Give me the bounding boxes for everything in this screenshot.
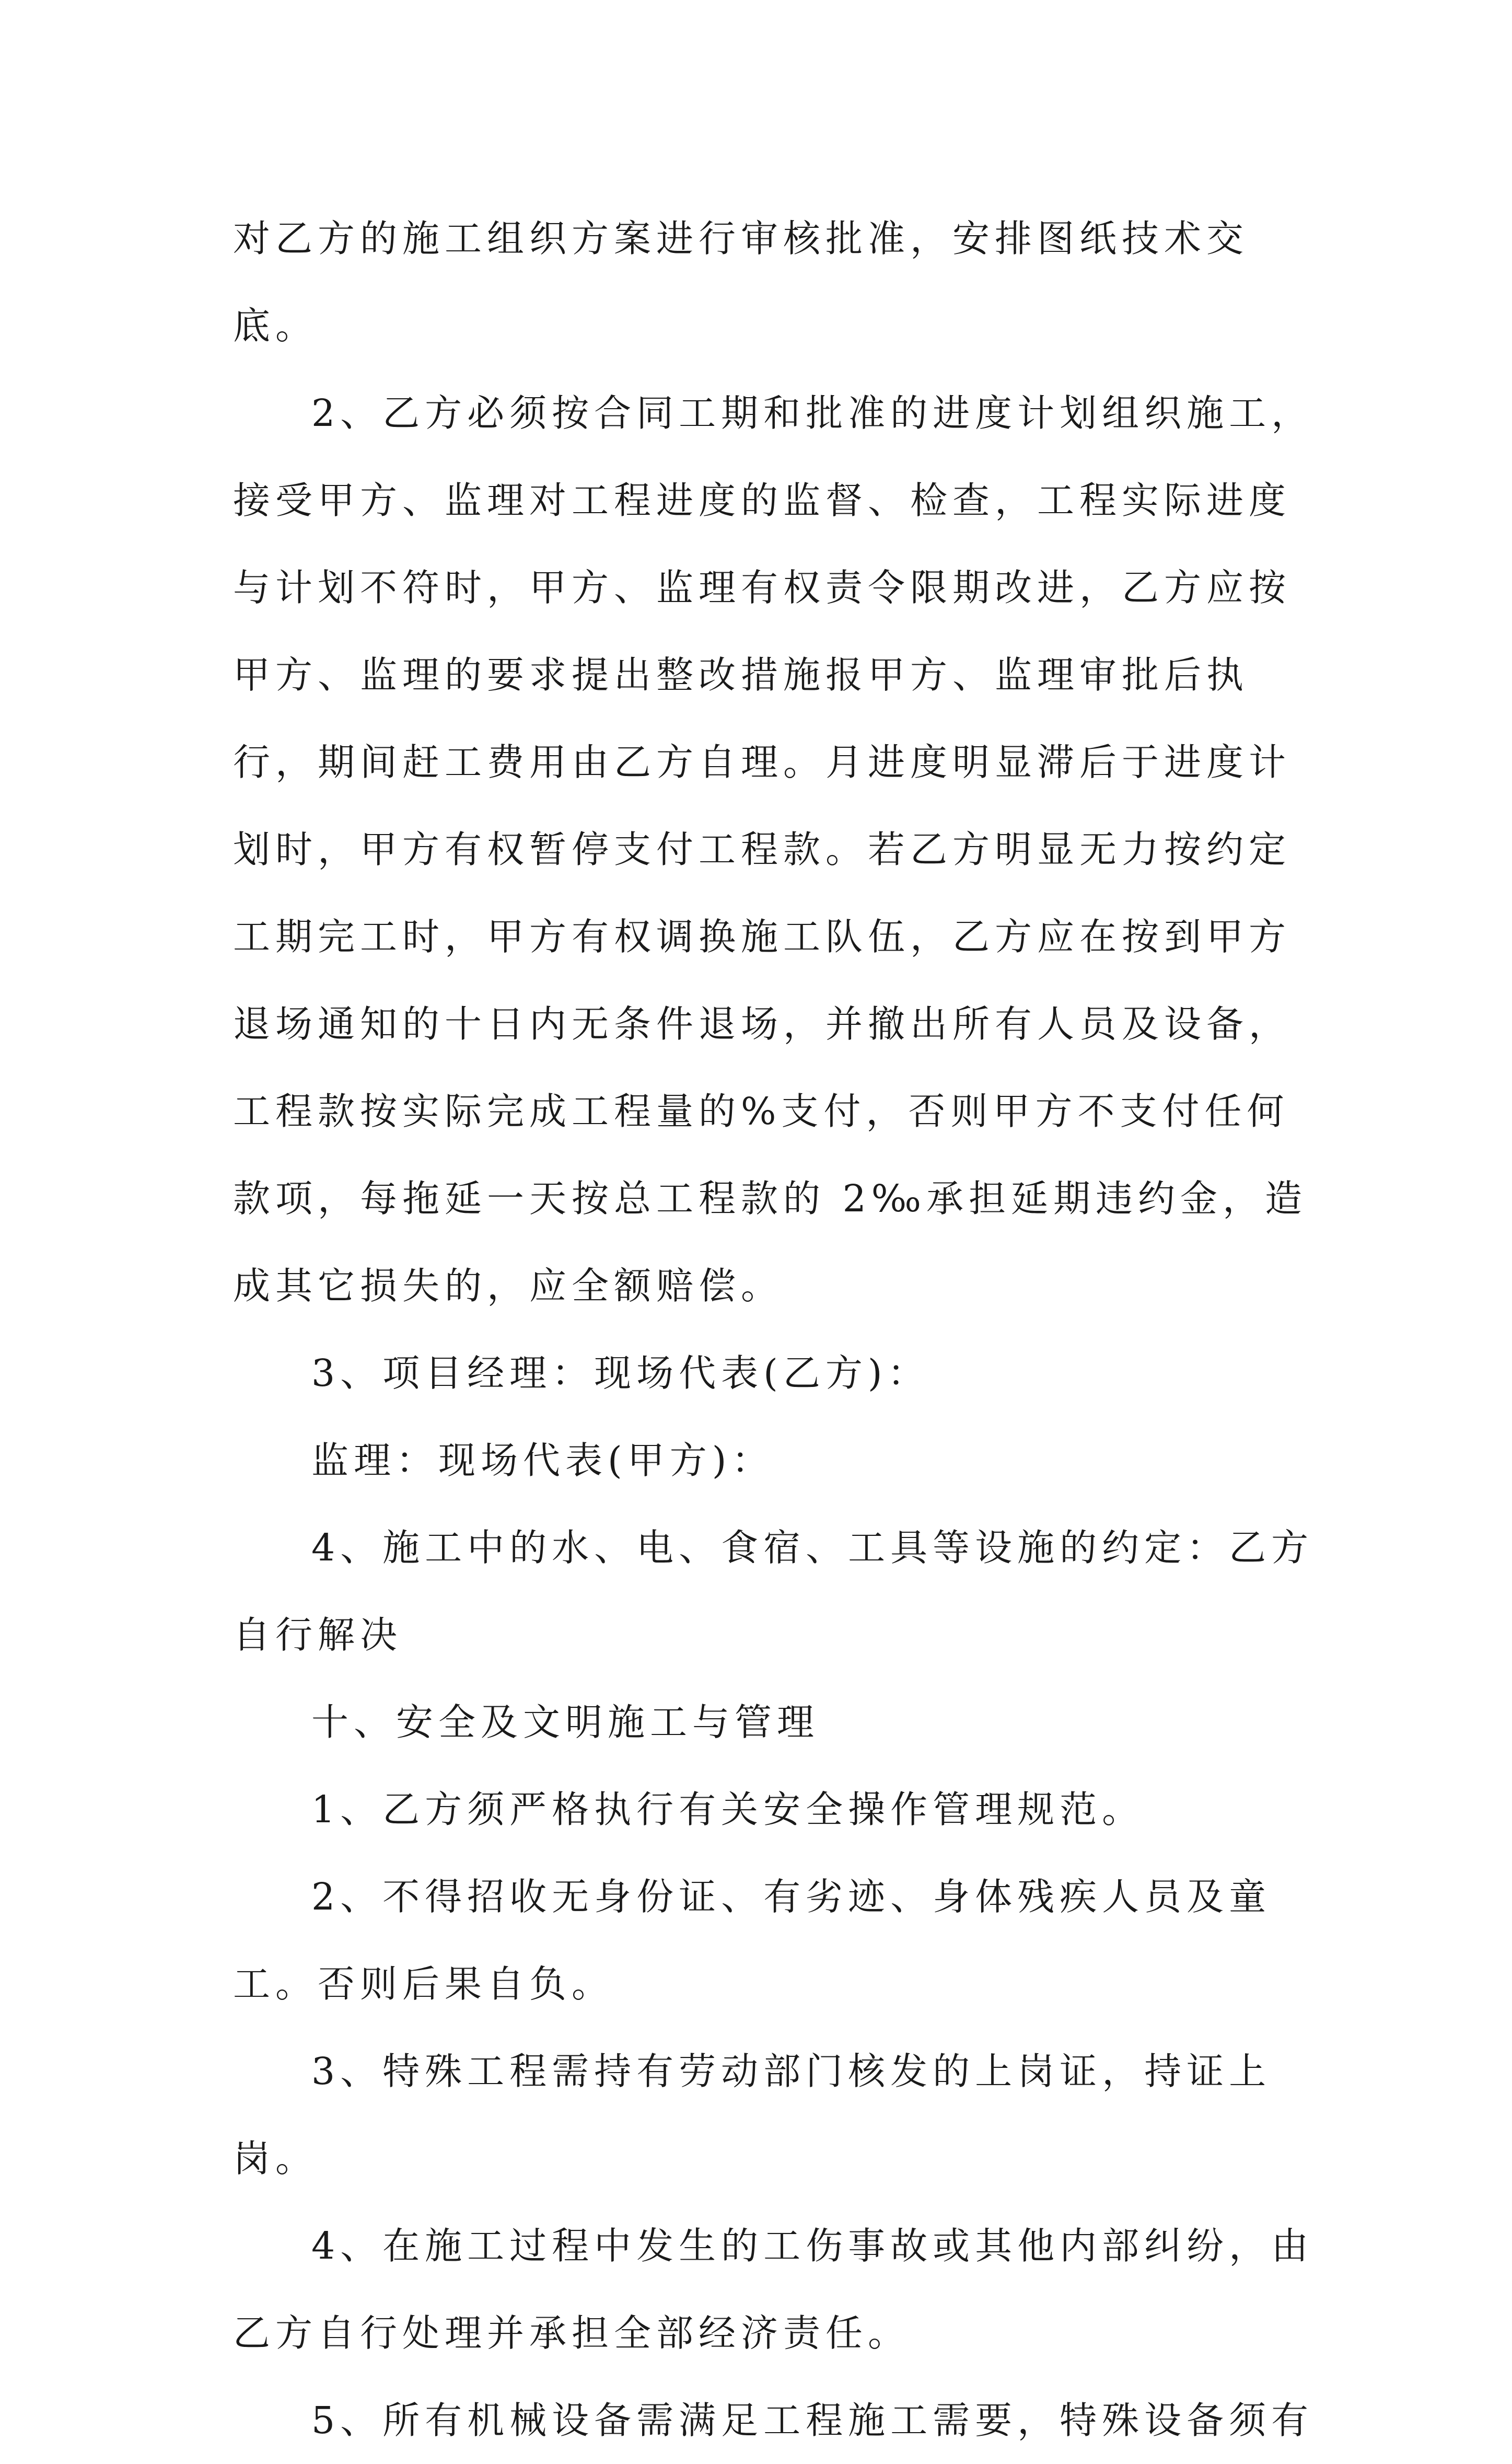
section-heading-safety: 十、安全及文明施工与管理 xyxy=(311,1700,820,1744)
paragraph-safety-3: 3、特殊工程需持有劳动部门核发的上岗证，持证上岗。 xyxy=(233,2050,1272,2180)
paragraph-continuation: 对乙方的施工组织方案进行审核批准，安排图纸技术交底。 xyxy=(233,217,1249,348)
paragraph-safety-2: 2、不得招收无身份证、有劣迹、身体残疾人员及童工。否则后果自负。 xyxy=(233,1875,1272,2006)
paragraph-project-manager: 3、项目经理：现场代表(乙方)： xyxy=(311,1351,930,1395)
paragraph-facilities: 4、施工中的水、电、食宿、工具等设施的约定：乙方自行解决 xyxy=(233,1526,1314,1657)
paragraph-safety-5: 5、所有机械设备需满足工程施工需要，特殊设备须有 xyxy=(311,2399,1314,2442)
paragraph-safety-4: 4、在施工过程中发生的工伤事故或其他内部纠纷，由乙方自行处理并承担全部经济责任。 xyxy=(233,2224,1314,2355)
paragraph-supervisor: 监理：现场代表(甲方)： xyxy=(311,1439,774,1482)
paragraph-schedule-clause: 2、乙方必须按合同工期和批准的进度计划组织施工，接受甲方、监理对工程进度的监督、检查，工程实际进度与计划不符时，甲方、监理有权责令限期改进，乙方应按甲方、监理的要求提出整改措施报甲方、监理审批后执行，期间赶工费用由乙方自理。月进度明显滞后于进度计划时，甲方有权暂停支付工程款。若乙方明显无力按约定工期完工时，甲方有权调换施工队伍，乙方应在按到甲方退场通知的十日内无条件退场，并撤出所有人员及设备，工程款按实际完成工程量的%支付，否则甲方不支付任何款项，每拖延一天按总工程款的 2‰承担延期违约金，造成其它损失的，应全额赔偿。 xyxy=(233,391,1314,1308)
paragraph-safety-1: 1、乙方须严格执行有关安全操作管理规范。 xyxy=(311,1788,1145,1831)
document-body xyxy=(233,195,1320,2464)
